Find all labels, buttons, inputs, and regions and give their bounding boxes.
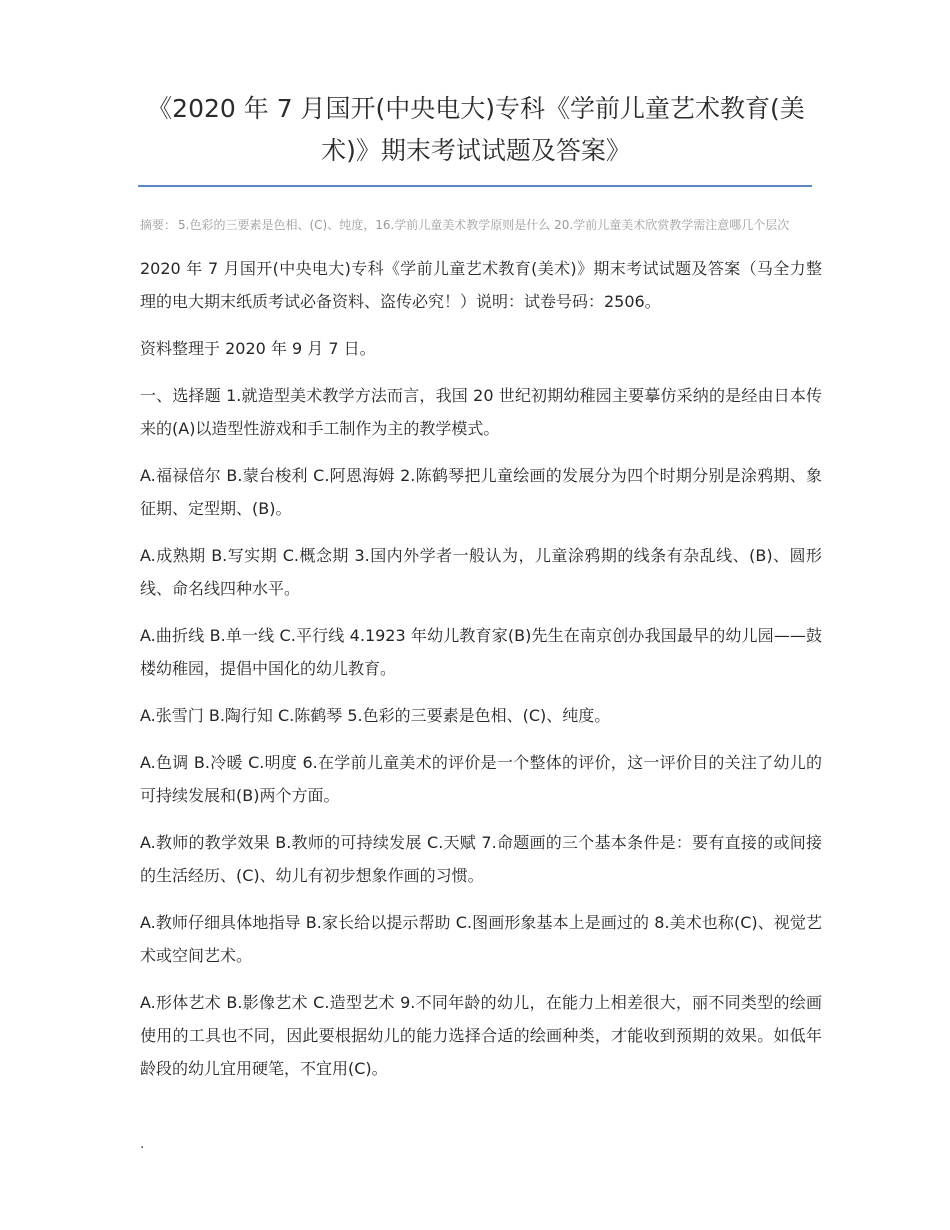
footer-mark: . bbox=[140, 1136, 145, 1152]
paragraph-date: 资料整理于 2020 年 9 月 7 日。 bbox=[140, 339, 376, 358]
paragraph-question-7: A.教师的教学效果 B.教师的可持续发展 C.天赋 7.命题画的三个基本条件是：要有直接的或间接的生活经历、(C)、幼儿有初步想象作画的习惯。 bbox=[140, 833, 822, 885]
paragraph-question-2: A.福禄倍尔 B.蒙台梭利 C.阿恩海姆 2.陈鹤琴把儿童绘画的发展分为四个时期分别是涂鸦期、象征期、定型期、(B)。 bbox=[140, 466, 822, 518]
summary-label: 摘要： bbox=[140, 218, 177, 232]
title-divider bbox=[138, 185, 812, 187]
document-body bbox=[140, 252, 822, 1099]
document-summary bbox=[140, 216, 840, 234]
summary-text: 5.色彩的三要素是色相、(C)、纯度，16.学前儿童美术教学原则是什么 20.学前儿童美术欣赏教学需注意哪几个层次 bbox=[178, 218, 790, 232]
paragraph-question-4: A.曲折线 B.单一线 C.平行线 4.1923 年幼儿教育家(B)先生在南京创办我国最早的幼儿园——鼓楼幼稚园，提倡中国化的幼儿教育。 bbox=[140, 626, 822, 678]
paragraph-question-5: A.张雪门 B.陶行知 C.陈鹤琴 5.色彩的三要素是色相、(C)、纯度。 bbox=[140, 706, 611, 725]
paragraph-intro: 2020 年 7 月国开(中央电大)专科《学前儿童艺术教育(美术)》期末考试试题及答案（马全力整理的电大期末纸质考试必备资料、盗传必究！）说明：试卷号码：2506。 bbox=[140, 259, 822, 311]
paragraph-question-6: A.色调 B.冷暖 C.明度 6.在学前儿童美术的评价是一个整体的评价，这一评价目的关注了幼儿的可持续发展和(B)两个方面。 bbox=[140, 753, 822, 805]
paragraph-question-1: 一、选择题 1.就造型美术教学方法而言，我国 20 世纪初期幼稚园主要摹仿采纳的是经由日本传来的(A)以造型性游戏和手工制作为主的教学模式。 bbox=[140, 386, 822, 438]
document-title: 《2020 年 7 月国开(中央电大)专科《学前儿童艺术教育(美术)》期末考试试题及答案》 bbox=[147, 94, 805, 165]
paragraph-question-8: A.教师仔细具体地指导 B.家长给以提示帮助 C.图画形象基本上是画过的 8.美术也称(C)、视觉艺术或空间艺术。 bbox=[140, 913, 822, 965]
paragraph-question-9: A.形体艺术 B.影像艺术 C.造型艺术 9.不同年龄的幼儿，在能力上相差很大，丽不同类型的绘画使用的工具也不同，因此要根据幼儿的能力选择合适的绘画种类，才能收到预期的效果。如低年龄段的幼儿宜用硬笔，不宜用(C)。 bbox=[140, 993, 822, 1078]
paragraph-question-3: A.成熟期 B.写实期 C.概念期 3.国内外学者一般认为，儿童涂鸦期的线条有杂乱线、(B)、圆形线、命名线四种水平。 bbox=[140, 546, 822, 598]
